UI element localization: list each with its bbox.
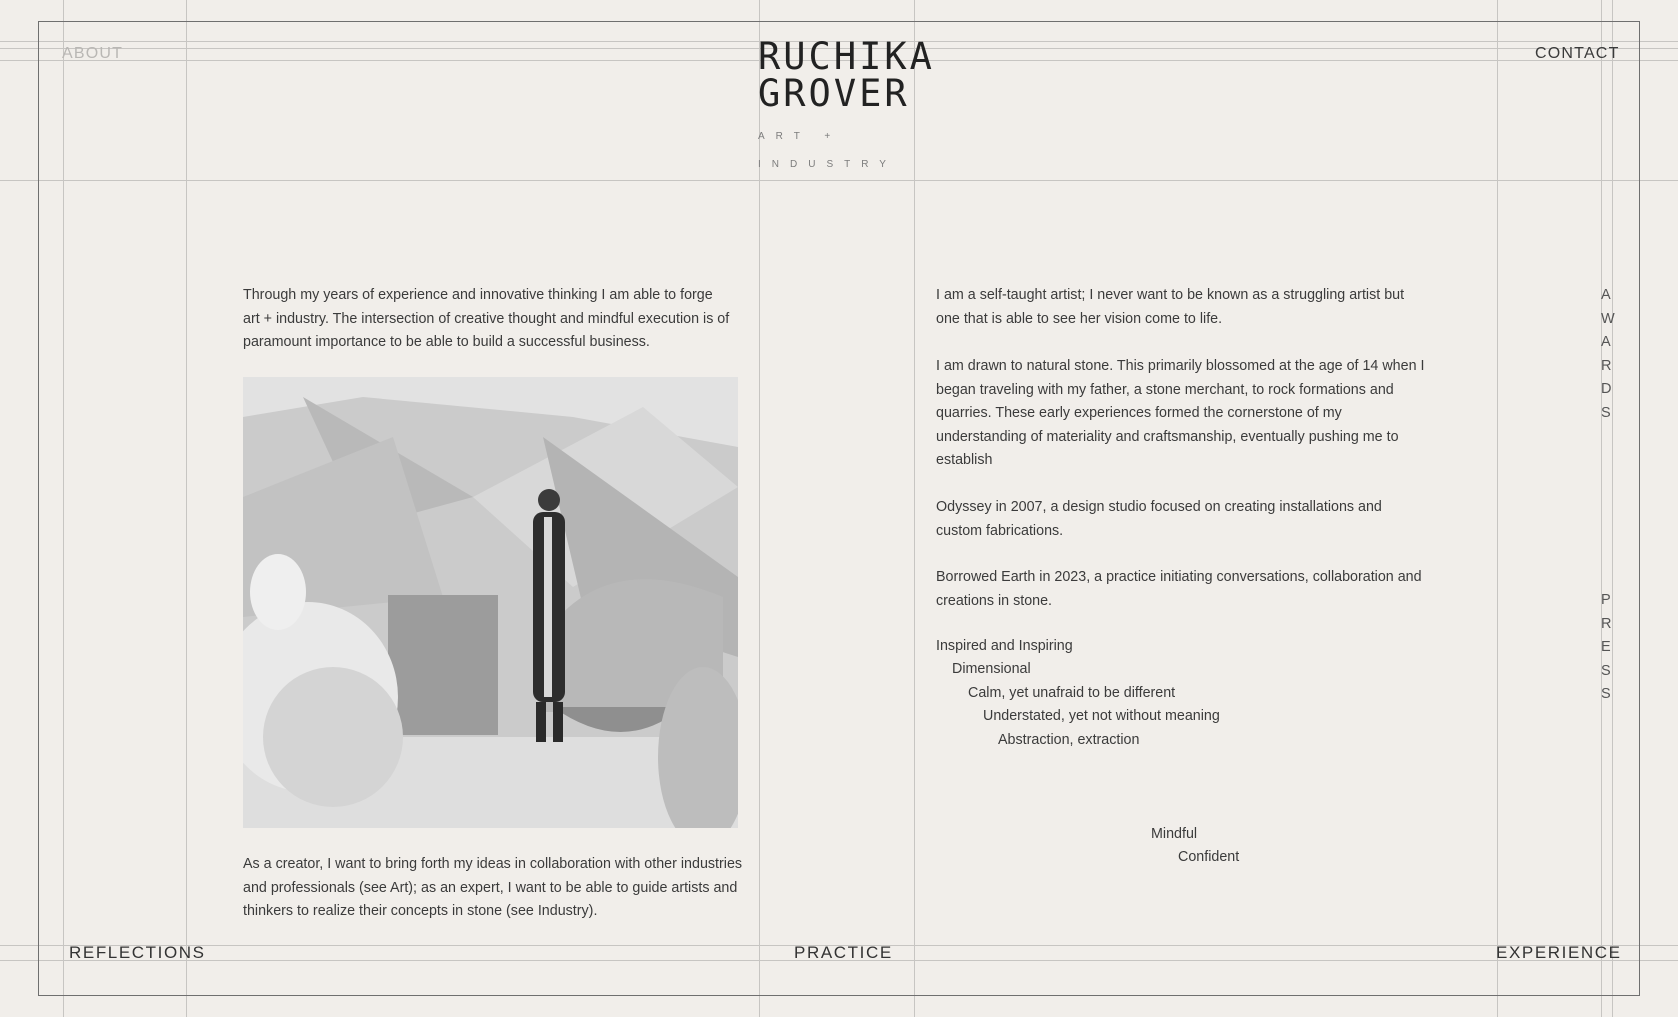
trait-item: Abstraction, extraction (998, 732, 1140, 748)
press-link[interactable] (1601, 589, 1611, 707)
trait-item: Inspired and Inspiring (936, 638, 1073, 654)
nav-contact-link[interactable]: CONTACT (1535, 45, 1620, 62)
nav-reflections-link[interactable]: REFLECTIONS (69, 943, 206, 962)
trait-item: Understated, yet not without meaning (983, 708, 1220, 724)
intro-paragraph: Through my years of experience and innovative thinking I am able to forge art + industry. The intersection of creative thought and mindful execution is of paramount importance to be able to build a successful business. (243, 287, 730, 350)
press-letter: E (1601, 639, 1611, 655)
logo-tagline-industry: INDUSTRY (758, 159, 897, 170)
press-letter: S (1601, 686, 1611, 702)
creator-paragraph: As a creator, I want to bring forth my ideas in collaboration with other industries and professionals (see Art); as an expert, I want to be able to guide artists and thinkers to realize their concepts in stone (see Industry). (243, 856, 743, 919)
site-logo[interactable] (758, 35, 935, 170)
mindful-text: Mindful (1151, 826, 1198, 842)
awards-letter: A (1601, 334, 1611, 350)
nav-practice-link[interactable]: PRACTICE (794, 943, 893, 962)
logo-name-first: RUCHIKA (758, 35, 935, 78)
logo-tagline-art: ART + (758, 131, 842, 142)
press-letter: R (1601, 615, 1612, 632)
awards-link[interactable] (1601, 284, 1615, 425)
confident-text: Confident (1178, 849, 1240, 865)
awards-letter: W (1601, 310, 1615, 327)
artist-photo-image (243, 377, 738, 828)
nav-experience-link[interactable]: EXPERIENCE (1496, 943, 1622, 962)
awards-letter: D (1601, 381, 1612, 397)
natural-stone-paragraph: I am drawn to natural stone. This primarily blossomed at the age of 14 when I began traveling with my father, a stone merchant, to rock formations and quarries. These early experiences formed the cornerstone of my understanding of materiality and craftsmanship, eventually pushing me to establish (936, 358, 1425, 468)
awards-letter: S (1601, 404, 1611, 421)
self-taught-paragraph: I am a self-taught artist; I never want to be known as a struggling artist but one that is able to see her vision come to life. (936, 287, 1405, 327)
press-letter: P (1601, 592, 1611, 608)
press-letter: S (1601, 662, 1611, 679)
trait-item: Calm, yet unafraid to be different (968, 685, 1176, 701)
awards-letter: A (1601, 287, 1611, 303)
logo-name-last: GROVER (758, 72, 910, 115)
trait-item: Dimensional (952, 661, 1031, 677)
awards-letter: R (1601, 357, 1612, 374)
borrowed-earth-paragraph: Borrowed Earth in 2023, a practice initiating conversations, collaboration and creations in stone. (936, 569, 1422, 609)
nav-about-link[interactable]: ABOUT (62, 45, 124, 62)
odyssey-paragraph: Odyssey in 2007, a design studio focused on creating installations and custom fabrications. (936, 499, 1382, 539)
artist-photo (243, 377, 738, 828)
